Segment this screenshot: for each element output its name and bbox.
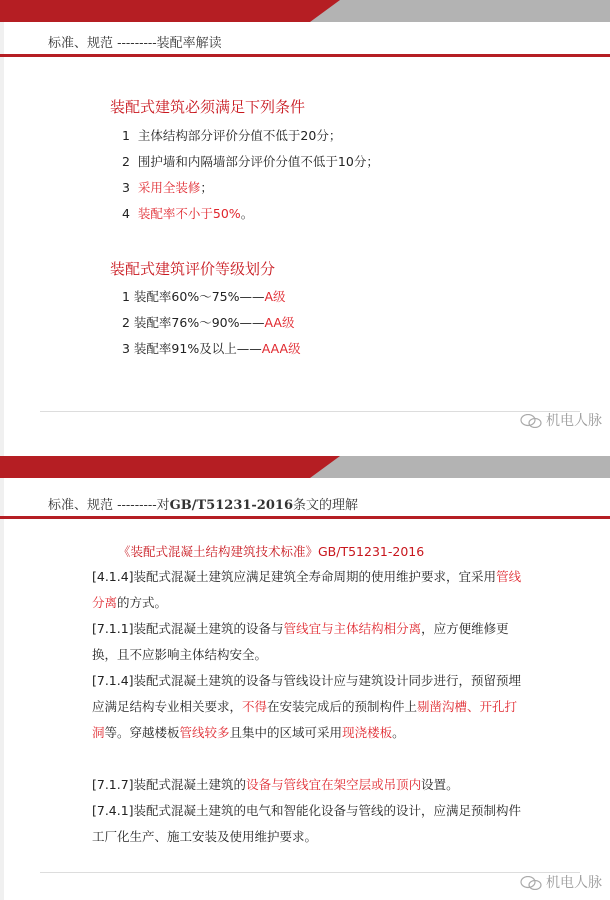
list-item: 3 采用全装修； bbox=[122, 180, 213, 195]
header-rule bbox=[0, 54, 610, 57]
standard-title: 《装配式混凝土结构建筑技术标准》GB/T51231-2016 bbox=[118, 544, 425, 559]
list-item: 4 装配率不小于50%。 bbox=[122, 206, 254, 221]
footer-rule bbox=[40, 872, 580, 873]
header-band bbox=[0, 0, 610, 22]
clause-7-1-4: [7.1.4]装配式混凝土建筑的设备与管线设计应与建筑设计同步进行，预留预埋应满足结构专业相关要求，不得在安装完成后的预制构件上剔凿沟槽、开孔打洞等。穿越楼板管线较多且集中的区域可采用现浇楼板。 bbox=[92, 673, 522, 740]
list-item: 1 装配率60%～75%——A级 bbox=[122, 289, 286, 304]
page-title: 标准、规范 ---------装配率解读 bbox=[48, 36, 222, 51]
wechat-icon bbox=[520, 876, 542, 890]
list-item: 2 围护墙和内隔墙部分评价分值不低于10分； bbox=[122, 154, 379, 169]
watermark: 机电人脉 bbox=[520, 410, 602, 430]
slide-standard-clauses bbox=[0, 450, 610, 900]
section-title-grades: 装配式建筑评价等级划分 bbox=[110, 260, 276, 278]
clause-7-1-7: [7.1.7]装配式混凝土建筑的设备与管线宜在架空层或吊顶内设置。 bbox=[92, 777, 459, 792]
page-title: 标准、规范 ---------对GB/T51231-2016条文的理解 bbox=[48, 498, 359, 513]
list-item: 2 装配率76%～90%——AA级 bbox=[122, 315, 295, 330]
watermark: 机电人脉 bbox=[520, 872, 602, 892]
clause-7-1-1: [7.1.1]装配式混凝土建筑的设备与管线宜与主体结构相分离，应方便维修更换，且不应影响主体结构安全。 bbox=[92, 621, 509, 662]
slide-edge bbox=[0, 0, 4, 450]
list-item: 1 主体结构部分评价分值不低于20分； bbox=[122, 128, 342, 143]
section-title-conditions: 装配式建筑必须满足下列条件 bbox=[110, 98, 306, 116]
wechat-icon bbox=[520, 414, 542, 428]
clause-7-4-1: [7.4.1]装配式混凝土建筑的电气和智能化设备与管线的设计，应满足预制构件工厂化生产、施工安装及使用维护要求。 bbox=[92, 803, 522, 844]
footer-rule bbox=[40, 411, 580, 412]
header-band bbox=[0, 456, 610, 478]
list-item: 3 装配率91%及以上——AAA级 bbox=[122, 341, 301, 356]
header-rule bbox=[0, 516, 610, 519]
clause-4-1-4: [4.1.4]装配式混凝土建筑应满足建筑全寿命周期的使用维护要求，宜采用管线分离的方式。 bbox=[92, 569, 522, 610]
